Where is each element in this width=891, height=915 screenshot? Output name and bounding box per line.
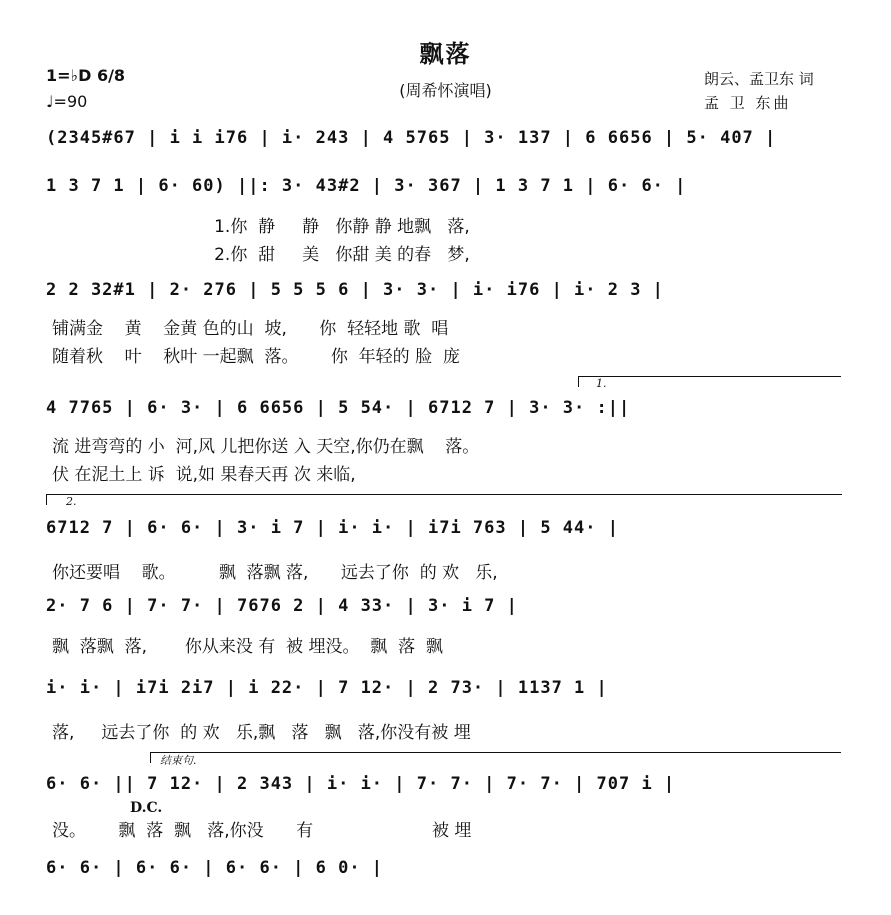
notation-line: (2345#67 | i i i76 | i· 243 | 4 5765 | 3· 137 | 6 6656 | 5· 407 | [46, 128, 777, 148]
score-row-1 [0, 128, 891, 158]
lyric-line: 你还要唱 歌。 飘 落飘 落, 远去了你 的 欢 乐, [52, 563, 498, 583]
score-row-2 [0, 176, 891, 266]
notation-line: 1 3 7 1 | 6· 60) ||: 3· 43#2 | 3· 367 | 1 3 7 1 | 6· 6· | [46, 176, 687, 196]
lyric-line-verse1: 1.你 静 静 你静 静 地飘 落, [52, 217, 470, 237]
lyric-line-verse2: 2.你 甜 美 你甜 美 的春 梦, [52, 245, 470, 265]
first-ending-label: 1. [596, 377, 607, 390]
notation-line: 6712 7 | 6· 6· | 3· i 7 | i· i· | i7i 763 | 5 44· | [46, 518, 619, 538]
lyric-line: 飘 落飘 落, 你从来没 有 被 埋没。 飘 落 飘 [52, 637, 443, 657]
notation-line: 4 7765 | 6· 3· | 6 6656 | 5 54· | 6712 7 | 3· 3· :|| [46, 398, 631, 418]
end-phrase-bracket [150, 752, 841, 763]
first-ending-bracket [578, 376, 841, 387]
lyric-line-verse1: 铺满金 黄 金黄 色的山 坡, 你 轻轻地 歌 唱 [52, 319, 449, 339]
composer-credit: 孟 卫 东曲 [704, 94, 792, 112]
song-subtitle: (周希怀演唱) [399, 81, 492, 100]
key-signature: 1=♭D 6/8 [46, 66, 126, 85]
lyric-line-verse1: 流 进弯弯的 小 河,风 儿把你送 入 天空,你仍在飘 落。 [52, 437, 480, 457]
lyric-line-verse2: 随着秋 叶 秋叶 一起飘 落。 你 年轻的 脸 庞 [52, 347, 460, 367]
score-row-3 [0, 280, 891, 370]
second-ending-bracket [46, 494, 842, 505]
score-row-5 [0, 518, 891, 588]
notation-line: i· i· | i7i 2i7 | i 22· | 7 12· | 2 73· | 1137 1 | [46, 678, 608, 698]
score-row-4 [0, 398, 891, 488]
lyric-line: 落, 远去了你 的 欢 乐,飘 落 飘 落,你没有被 埋 [52, 723, 471, 743]
notation-line: 2 2 32#1 | 2· 276 | 5 5 5 6 | 3· 3· | i· i76 | i· 2 3 | [46, 280, 664, 300]
end-phrase-label: 结束句. [160, 754, 197, 767]
score-row-6 [0, 596, 891, 666]
lyric-line: 没。 飘 落 飘 落,你没 有 被 埋 [52, 821, 472, 841]
tempo-mark: ♩=90 [46, 92, 88, 111]
song-title: 飘落 [419, 40, 472, 68]
score-row-7 [0, 678, 891, 748]
notation-line: 2· 7 6 | 7· 7· | 7676 2 | 4 33· | 3· i 7 | [46, 596, 518, 616]
notation-line: 6· 6· || 7 12· | 2 343 | i· i· | 7· 7· | 7· 7· | 707 i | [46, 774, 676, 794]
lyricist-credit: 朗云、孟卫东 词 [704, 70, 814, 88]
score-row-9 [0, 858, 891, 888]
notation-line: 6· 6· | 6· 6· | 6· 6· | 6 0· | [46, 858, 384, 878]
da-capo-mark: D.C. [130, 800, 163, 816]
lyric-line-verse2: 伏 在泥土上 诉 说,如 果春天再 次 来临, [52, 465, 356, 485]
second-ending-label: 2. [66, 495, 77, 508]
